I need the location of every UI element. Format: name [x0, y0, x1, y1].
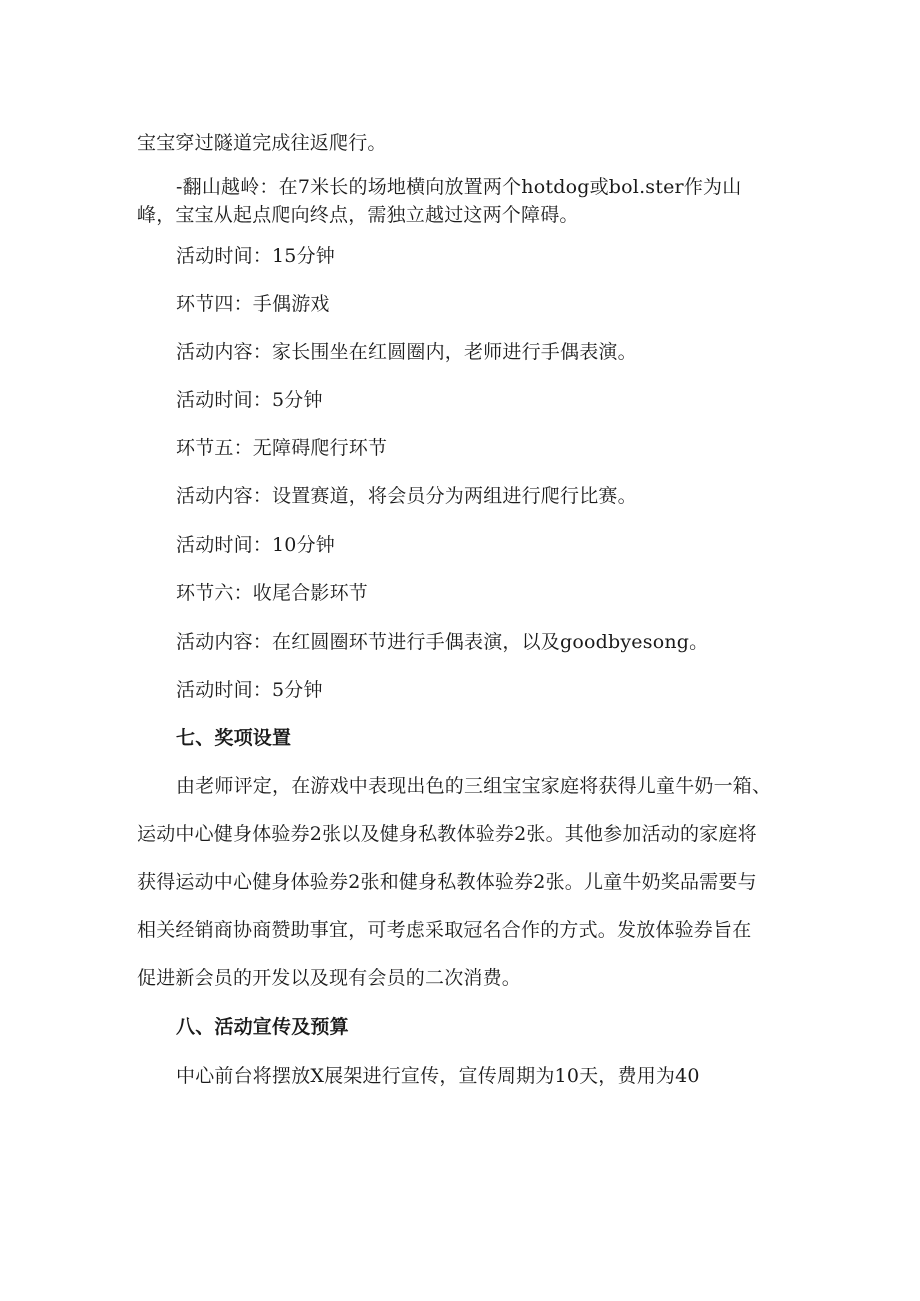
paragraph-line: 促进新会员的开发以及现有会员的二次消费。: [137, 967, 522, 989]
paragraph-line: 峰，宝宝从起点爬向终点，需独立越过这两个障碍。: [137, 204, 579, 226]
paragraph-line: 由老师评定，在游戏中表现出色的三组宝宝家庭将获得儿童牛奶一箱、: [176, 775, 772, 797]
paragraph-line: -翻山越岭：在7米长的场地横向放置两个hotdog或bol.ster作为山: [176, 176, 742, 198]
heading-promotion-budget: 八、活动宣传及预算: [176, 1016, 349, 1038]
paragraph-line: 活动内容：在红圆圈环节进行手偶表演，以及goodbyesong。: [176, 631, 709, 653]
paragraph-line: 中心前台将摆放X展架进行宣传，宣传周期为10天，费用为40: [176, 1065, 700, 1087]
paragraph-line: 活动时间：10分钟: [176, 534, 335, 556]
section-line: 环节六：收尾合影环节: [176, 582, 369, 604]
paragraph-line: 相关经销商协商赞助事宜，可考虑采取冠名合作的方式。发放体验券旨在: [137, 919, 752, 941]
heading-awards: 七、奖项设置: [176, 727, 292, 749]
paragraph-line: 活动时间：5分钟: [176, 389, 323, 411]
paragraph-line: 活动时间：15分钟: [176, 245, 335, 267]
paragraph-line: 活动时间：5分钟: [176, 679, 323, 701]
section-line: 环节四：手偶游戏: [176, 293, 330, 315]
paragraph-line: 宝宝穿过隧道完成往返爬行。: [137, 132, 387, 154]
section-line: 环节五：无障碍爬行环节: [176, 437, 388, 459]
paragraph-line: 运动中心健身体验券2张以及健身私教体验券2张。其他参加活动的家庭将: [137, 823, 757, 845]
paragraph-line: 活动内容：家长围坐在红圆圈内，老师进行手偶表演。: [176, 341, 637, 363]
paragraph-line: 获得运动中心健身体验券2张和健身私教体验券2张。儿童牛奶奖品需要与: [137, 871, 757, 893]
paragraph-line: 活动内容：设置赛道，将会员分为两组进行爬行比赛。: [176, 485, 637, 507]
